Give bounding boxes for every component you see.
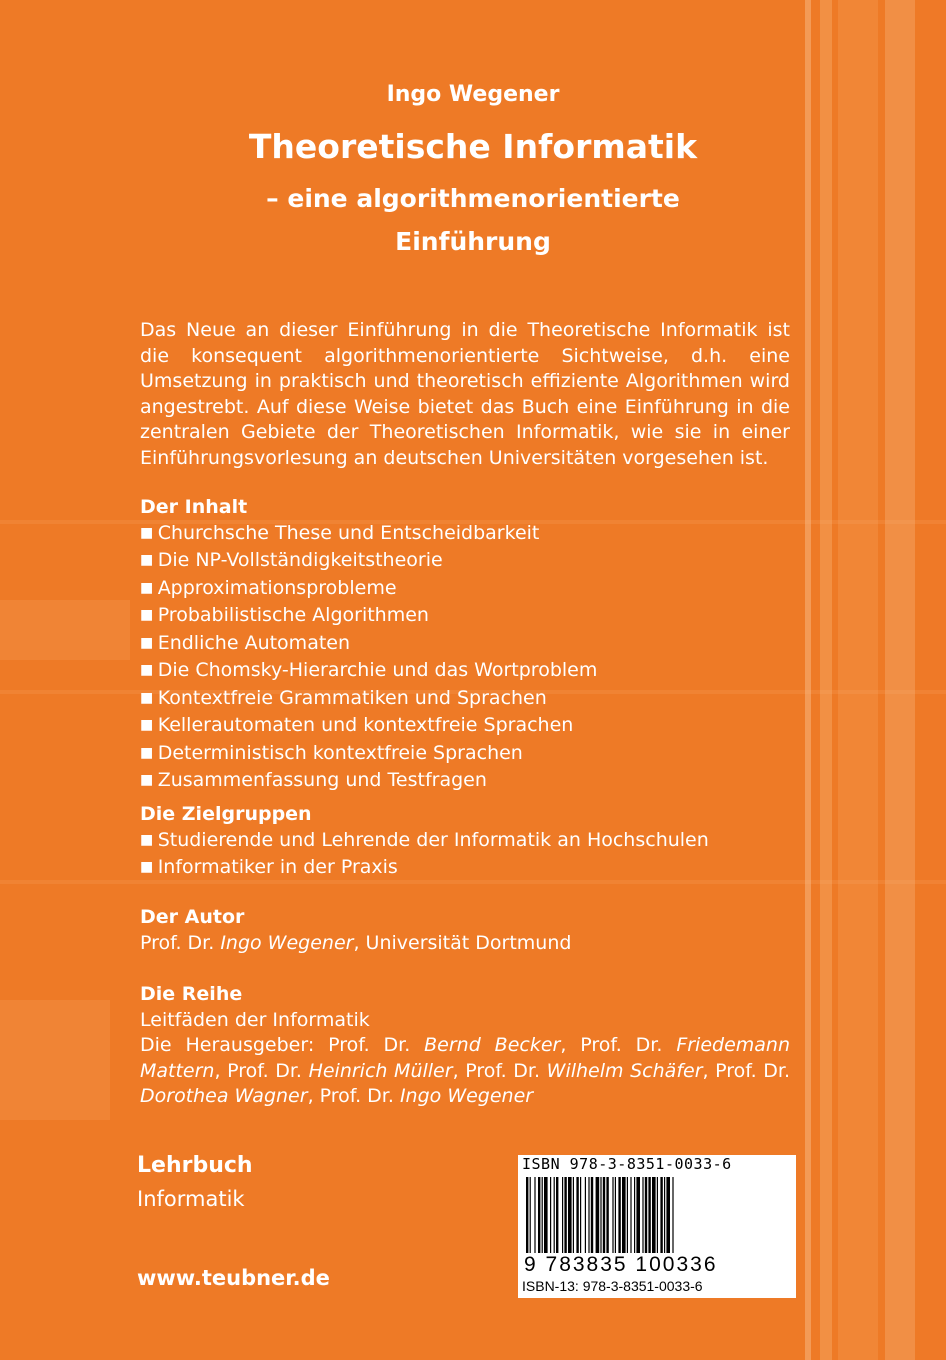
category-label: Informatik bbox=[137, 1187, 245, 1211]
editor-name: Friedemann Mattern bbox=[140, 1034, 791, 1082]
contents-list bbox=[140, 521, 790, 796]
list-item: ■ Kontextfreie Grammatiken und Sprachen bbox=[140, 686, 790, 714]
section-series bbox=[140, 982, 790, 1110]
list-item: ■ Probabilistische Algorithmen bbox=[140, 603, 790, 631]
series-editors bbox=[140, 1033, 790, 1110]
isbn-bottom-text: ISBN-13: 978-3-8351-0033-6 bbox=[522, 1278, 703, 1294]
editor-sep: , Prof. Dr. bbox=[560, 1034, 677, 1056]
editor-name: Ingo Wegener bbox=[399, 1085, 534, 1107]
list-item: ■ Endliche Automaten bbox=[140, 631, 790, 659]
list-item: ■ Studierende und Lehrende der Informatik an Hochschulen bbox=[140, 828, 790, 856]
editor-name: Bernd Becker bbox=[424, 1034, 561, 1056]
list-item: ■ Approximationsprobleme bbox=[140, 576, 790, 604]
book-title: Theoretische Informatik bbox=[248, 127, 698, 166]
editor-name: Wilhelm Schäfer bbox=[546, 1059, 703, 1082]
target-groups-list bbox=[140, 828, 790, 883]
editor-sep: , Prof. Dr. bbox=[307, 1085, 400, 1107]
editor-sep: , Prof. Dr. bbox=[702, 1059, 790, 1082]
intro-paragraph: Das Neue an dieser Einführung in die Theoretische Informatik ist die konsequent algorithmenorientierte Sichtweise, d.h. eine Umsetzung in praktisch und theoretisch effiziente Algorithmen wird angestrebt. Auf diese Weise bietet das Buch eine Einführung in die zentralen Gebiete der Theoretischen Informatik, wie sie in einer Einführungsvorlesung an deutschen Universitäten vorgesehen ist. bbox=[140, 319, 790, 469]
list-item: ■ Informatiker in der Praxis bbox=[140, 855, 790, 883]
list-item: ■ Zusammenfassung und Testfragen bbox=[140, 768, 790, 796]
section-contents bbox=[140, 495, 790, 796]
publisher-website: www.teubner.de bbox=[137, 1266, 330, 1290]
decorative-block bbox=[0, 600, 130, 660]
list-item: ■ Kellerautomaten und kontextfreie Sprachen bbox=[140, 713, 790, 741]
author-line bbox=[140, 931, 790, 957]
series-name: Leitfäden der Informatik bbox=[140, 1008, 370, 1031]
author-name: Ingo Wegener bbox=[386, 82, 560, 107]
author-prefix: Prof. Dr. bbox=[140, 931, 221, 954]
barcode-digits: 9 783835 100336 bbox=[524, 1253, 718, 1276]
book-subtitle-line1: – eine algorithmenorientierte bbox=[266, 184, 680, 213]
isbn-barcode bbox=[518, 1155, 796, 1298]
editor-sep: , Prof. Dr. bbox=[452, 1059, 547, 1082]
list-item: ■ Die NP-Vollständigkeitstheorie bbox=[140, 548, 790, 576]
list-item: ■ Deterministisch kontextfreie Sprachen bbox=[140, 741, 790, 769]
isbn-top-text: ISBN 978-3-8351-0033-6 bbox=[522, 1155, 732, 1173]
lehrbuch-label: Lehrbuch bbox=[137, 1153, 253, 1178]
section-heading: Die Zielgruppen bbox=[140, 803, 312, 825]
editor-sep: , Prof. Dr. bbox=[214, 1059, 309, 1082]
list-item: ■ Churchsche These und Entscheidbarkeit bbox=[140, 521, 790, 549]
section-target-groups bbox=[140, 802, 790, 883]
author-affiliation: , Universität Dortmund bbox=[353, 931, 572, 954]
section-author bbox=[140, 905, 790, 956]
editors-prefix: Die Herausgeber: Prof. Dr. bbox=[140, 1034, 425, 1056]
decorative-block bbox=[0, 1000, 110, 1120]
author-name-italic: Ingo Wegener bbox=[220, 931, 354, 954]
section-heading: Die Reihe bbox=[140, 983, 243, 1005]
editor-name: Heinrich Müller bbox=[308, 1059, 453, 1082]
list-item: ■ Die Chomsky-Hierarchie und das Wortproblem bbox=[140, 658, 790, 686]
section-heading: Der Autor bbox=[140, 906, 245, 928]
section-heading: Der Inhalt bbox=[140, 496, 248, 518]
book-subtitle-line2: Einführung bbox=[395, 227, 551, 256]
editor-name: Dorothea Wagner bbox=[140, 1085, 308, 1107]
